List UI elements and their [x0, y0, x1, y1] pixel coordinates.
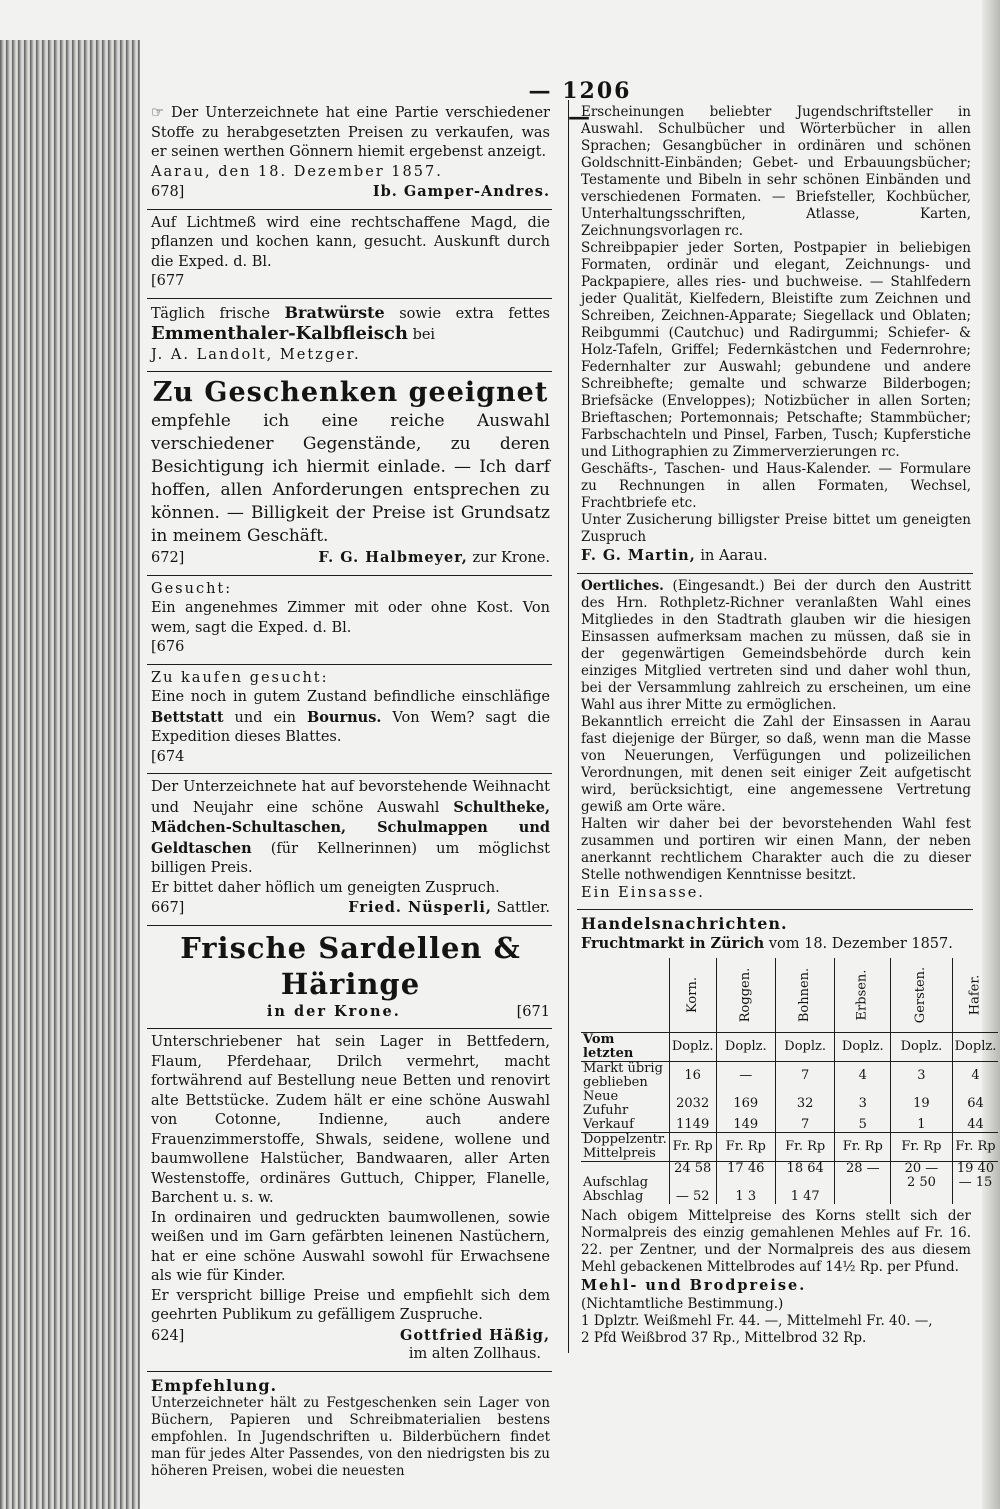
table-row — [581, 1062, 998, 1091]
table-cell: 19 — [891, 1090, 952, 1118]
ad-place-date: Aarau, den 18. Dezember 1857. — [151, 163, 443, 180]
unit-cell: Doplz. — [835, 1033, 891, 1062]
oertliches-section — [577, 574, 973, 911]
section-subhead: Mehl- und Brodpreise. — [581, 1277, 807, 1294]
row-label: Abschlag — [583, 1189, 644, 1204]
ad-676 — [147, 576, 552, 665]
ad-ref-number: 624] — [151, 1327, 185, 1344]
ad-text: Erscheinungen beliebter Jugendschriftsteller in Auswahl. Schulbücher und Wörterbücher in allen Sprachen; Gesangbücher in ordinären und schönen Goldschnitt-Einbänden; Gebet- und Erbauungsbücher; Testamente und Bibeln in sehr schönen Einbänden und verschiedenen Formaten. — Briefsteller, Kochbücher, Unterhaltungsschriften, Atlasse, Karten, Zeichnungsvorlagen rc. — [581, 104, 971, 239]
ad-text: bei — [412, 327, 436, 343]
ad-text: Der Unterzeichnete hat auf bevorstehende Weihnacht und Neujahr eine schöne Auswahl — [151, 779, 550, 816]
table-cell: 2032 — [669, 1090, 716, 1118]
unit-cell: Fr. Rp — [952, 1133, 998, 1162]
book-page-edges — [0, 40, 140, 1509]
ad-signature: Ib. Gamper-Andres. — [372, 183, 550, 200]
ad-text: empfehle ich eine reiche Auswahl verschiedener Gegenstände, zu deren Besichtigung ich hiermit einlade. — Ich darf hoffen, allen Anforderungen entsprechen zu können. — Billigkeit der Preise ist Grundsatz in meinem Geschäft. — [151, 411, 550, 546]
table-cell: 4 — [952, 1062, 998, 1091]
ad-ref-number: [674 — [151, 748, 185, 765]
unit-cell: Fr. Rp — [716, 1133, 775, 1162]
unit-cell: Fr. Rp — [669, 1133, 716, 1162]
ad-text: Von Wem? sagt die Expedition dieses Blattes. — [151, 709, 551, 745]
unit-cell: Fr. Rp — [835, 1133, 891, 1162]
table-cell: 18 64 — [776, 1162, 835, 1177]
table-cell: — 15 — [952, 1176, 998, 1190]
table-cell: 3 — [891, 1062, 952, 1091]
table-cell: 149 — [716, 1118, 775, 1133]
col-header: Gersten. — [891, 958, 952, 1033]
ad-ref-number: 667] — [151, 900, 185, 916]
handels-section — [577, 910, 997, 1353]
ad-text: Er bittet daher höflich um geneigten Zuspruch. — [151, 879, 500, 896]
ad-text: Unterschriebener hat sein Lager in Bettfedern, Flaum, Pferdehaar, Drilch vermehrt, macht fortwährend auf Bestellung neue Betten und renovirt alte Bettstücke. Zudem hält er eine schöne Auswahl von Cotonne, Indienne, auch andere Frauenzimmerstoffe, Shwals, seidene, wollene und baumwollene Halstücher, Bandwaaren, aller Arten Westenstoffe, ordinäres Guttuch, Chipper, Flanelle, Barchent u. s. w. — [151, 1034, 550, 1206]
ad-text: und ein — [234, 709, 297, 726]
table-row — [581, 1162, 998, 1177]
table-row — [581, 1033, 998, 1062]
unit-cell: Fr. Rp — [776, 1133, 835, 1162]
ad-text: sowie extra fettes — [399, 305, 550, 322]
ad-headline: Frische Sardellen & Häringe — [180, 930, 521, 1001]
col-header: Roggen. — [716, 958, 775, 1033]
ad-ref-number: [671 — [516, 1003, 550, 1020]
ad-signature-suffix: im alten Zollhaus. — [408, 1346, 542, 1362]
ad-text: Unterzeichneter hält zu Festgeschenken sein Lager von Büchern, Papieren und Schreibmaterialien bestens empfohlen. In Jugendschriften u. Bilderbüchern findet man für jedes Alter Passendes, von den niedrigsten bis zu höheren Preisen, wobei die neuesten — [151, 1395, 550, 1479]
table-cell: — 52 — [669, 1190, 716, 1204]
ad-text: Er verspricht billige Preise und empfiehlt sich dem geehrten Publikum zu gefälligem Zuspruche. — [151, 1287, 550, 1323]
unit-cell: Doplz. — [891, 1033, 952, 1062]
table-cell: 3 — [835, 1090, 891, 1118]
ad-landolt — [147, 299, 552, 373]
row-label: Doppelzentr. Mittelpreis — [581, 1133, 669, 1162]
table-row — [581, 1176, 998, 1190]
ad-signature: J. A. Landolt, Metzger. — [151, 346, 361, 363]
ad-ref-number: [677 — [151, 273, 185, 289]
table-cell: 2 50 — [891, 1176, 952, 1190]
unit-cell: Doplz. — [716, 1033, 775, 1062]
table-cell: 169 — [716, 1090, 775, 1118]
ad-text: Täglich frische — [151, 305, 270, 322]
col-header: Erbsen. — [835, 958, 891, 1033]
ad-text: Ein angenehmes Zimmer mit oder ohne Kost. Von wem, sagt die Exped. d. Bl. — [151, 600, 550, 636]
section-text: Halten wir daher bei der bevorstehenden Wahl fest zusammen und portiren wir einen Mann, der neben anerkannt rechtlichem Charakter auch die zu dieser Stelle nothwendigen Kenntnisse besitzt. — [581, 815, 971, 883]
table-cell — [952, 1190, 998, 1204]
ad-text: ☞ Der Unterzeichnete hat eine Partie verschiedener Stoffe zu herabgesetzten Preisen zu verkaufen, was er seinen werthen Gönnern hiemit ergebenst anzeigt. — [151, 105, 550, 160]
table-cell: 32 — [776, 1090, 835, 1118]
ad-signature: F. G. Martin, — [581, 547, 696, 564]
row-label: Verkauf — [583, 1117, 634, 1132]
table-cell — [716, 1176, 775, 1190]
section-text: Bekanntlich erreicht die Zahl der Einsassen in Aarau fast diejenige der Bürger, so daß, wenn man die Masse von Neuerungen, Verfügungen und polizeilichen Verordnungen, mit denen seit einiger Zeit aufgetischt wird, berücksichtigt, eine angemessene Vertretung gewiß am Orte wäre. — [581, 713, 971, 815]
table-row — [581, 1133, 998, 1162]
table-cell: 7 — [776, 1118, 835, 1133]
section-text: 2 Pfd Weißbrod 37 Rp., Mittelbrod 32 Rp. — [581, 1329, 867, 1346]
row-label — [581, 1162, 669, 1177]
ad-martin — [577, 100, 973, 574]
ad-signature-suffix: Sattler. — [496, 900, 550, 916]
section-text: Nach obigem Mittelpreise des Korns stellt sich der Normalpreis des einzig gemahlenen Mehles auf Fr. 16. 22. per Zentner, und der Normalpreis des aus diesem Mehl gebackenen Mittelbrodes auf 14½ Rp. per Pfund. — [581, 1208, 971, 1275]
table-cell: 28 — — [835, 1162, 891, 1177]
ad-headline: Zu Geschenken geeignet — [152, 377, 549, 408]
table-cell: 20 — — [891, 1162, 952, 1177]
row-label: Aufschlag — [583, 1175, 649, 1190]
ad-highlight: Schultheke, Mädchen-Schultaschen, Schulmappen und Geldtaschen — [151, 798, 550, 857]
ad-text: Schreibpapier jeder Sorten, Postpapier in beliebigen Formaten, ordinär und elegant, Zeichnungs- und Packpapiere, alles ries- und buchweise. — Stahlfedern jeder Qualität, Kielfedern, Bleistifte zum Zeichnen und Schreiben, Zeichnen-Apparate; Siegellack und Oblaten; Reibgummi (Cautchuc) und Radirgummi; Schiefer- & Holz-Tafeln, Griffel; Federnkästchen und Federnrohre; Federnhalter zur Auswahl; gebundene und andere Schreibhefte; gemalte und schwarze Bilderbogen; Briefsäcke (Enveloppes); Notizbücher in allen Sorten; Brieftaschen; Portemonnais; Petschafte; Stammbücher; Farbschachteln und Pinsel, Farben, Tusch; Kupferstiche und Lithographien zu Zimmerverzierungen rc. — [581, 240, 971, 460]
table-row — [581, 1190, 998, 1204]
left-column — [147, 100, 552, 1486]
ad-highlight: Bratwürste — [284, 302, 385, 322]
ad-empfehlung — [147, 1372, 552, 1487]
table-cell: — — [716, 1062, 775, 1091]
ad-ref-number: 672] — [151, 550, 185, 566]
table-cell: 4 — [835, 1062, 891, 1091]
ad-ref-number: 678] — [151, 184, 185, 200]
row-label: Vom letzten — [581, 1033, 669, 1062]
table-corner — [581, 958, 669, 1033]
table-cell: 1 3 — [716, 1190, 775, 1204]
ad-signature-suffix: in Aarau. — [700, 548, 768, 564]
table-cell — [835, 1190, 891, 1204]
ad-674 — [147, 665, 552, 775]
unit-cell: Doplz. — [952, 1033, 998, 1062]
table-cell: 1149 — [669, 1118, 716, 1133]
table-cell: 44 — [952, 1118, 998, 1133]
col-header: Hafer. — [952, 958, 998, 1033]
ad-headline: Empfehlung. — [151, 1375, 278, 1395]
ad-signature: F. G. Halbmeyer, — [318, 549, 468, 566]
ad-text: Geschäfts-, Taschen- und Haus-Kalender. — Formulare zu Rechnungen in allen Formaten, Wechsel, Frachtbriefe etc. — [581, 461, 971, 511]
section-subhead-note: (Nichtamtliche Bestimmung.) — [581, 1295, 784, 1312]
ad-signature: Fried. Nüsperli, — [348, 899, 492, 916]
ad-subline: in der Krone. — [266, 1002, 401, 1020]
table-cell: 1 47 — [776, 1190, 835, 1204]
table-cell: 17 46 — [716, 1162, 775, 1177]
ad-ref-number: [676 — [151, 639, 185, 655]
table-row — [581, 1090, 998, 1118]
section-subhead: Fruchtmarkt in Zürich — [581, 934, 765, 952]
ad-highlight: Bournus. — [307, 708, 382, 726]
ad-677 — [147, 210, 552, 299]
ad-672 — [147, 372, 552, 576]
table-cell: 19 40 — [952, 1162, 998, 1177]
ad-highlight: Emmenthaler-Kalbfleisch — [151, 323, 408, 344]
page-shadow — [982, 0, 1000, 1509]
ad-text: Eine noch in gutem Zustand befindliche einschläfige — [151, 689, 550, 705]
ad-headline: Gesucht: — [151, 580, 233, 597]
unit-cell: Doplz. — [669, 1033, 716, 1062]
ad-text: Unter Zusicherung billigster Preise bittet um geneigten Zuspruch — [581, 512, 971, 545]
unit-cell: Fr. Rp — [891, 1133, 952, 1162]
unit-cell: Doplz. — [776, 1033, 835, 1062]
ad-text: In ordinairen und gedruckten baumwollenen, sowie weißen und im Garn gefärbten leinenen Nastüchern, hat er eine schöne Auswahl sowohl für Erwachsene als wie für Kinder. — [151, 1209, 550, 1284]
ad-624 — [147, 1029, 552, 1372]
section-subhead-date: vom 18. Dezember 1857. — [768, 935, 953, 952]
right-column — [568, 100, 997, 1353]
table-row — [581, 1118, 998, 1133]
section-text: 1 Dplztr. Weißmehl Fr. 44. —, Mittelmehl Fr. 40. —, — [581, 1312, 933, 1329]
ad-667 — [147, 774, 552, 926]
table-cell — [835, 1176, 891, 1190]
table-cell: 16 — [669, 1062, 716, 1091]
table-cell: 7 — [776, 1062, 835, 1091]
col-header: Korn. — [669, 958, 716, 1033]
ad-signature: Gottfried Häßig, — [399, 1326, 550, 1344]
table-cell: 5 — [835, 1118, 891, 1133]
table-cell — [891, 1190, 952, 1204]
ad-678 — [147, 100, 552, 210]
table-cell — [669, 1176, 716, 1190]
row-label: Markt übrig geblieben — [583, 1061, 663, 1090]
section-text: (Eingesandt.) Bei der durch den Austritt des Hrn. Rothpletz-Richner veranlaßten Wahl eines Mitgliedes in den Stadtrath glauben wir die hiesigen Einsassen aufmerksam machen zu müssen, daß sie in der gegenwärtigen Gemeindsbehörde durch kein einziges Mitglied vertreten sind und daher wohl thun, bei der Versammlung zahlreich zu erscheinen, um eine Wahl aus ihrer Mitte zu ermöglichen. — [581, 577, 971, 713]
ad-highlight: Bettstatt — [151, 708, 224, 726]
section-headline: Oertliches. — [581, 577, 664, 594]
table-cell: 24 58 — [669, 1162, 716, 1177]
section-headline: Handelsnachrichten. — [581, 914, 788, 933]
ad-671 — [147, 926, 552, 1030]
page-number: — 1206 — — [528, 78, 632, 130]
ad-headline: Zu kaufen gesucht: — [151, 669, 329, 686]
table-cell: 1 — [891, 1118, 952, 1133]
grain-market-table — [581, 958, 998, 1204]
ad-text: (für Kellnerinnen) um möglichst billigen Preis. — [151, 840, 551, 876]
section-signature: Ein Einsasse. — [581, 884, 705, 901]
ad-text: Auf Lichtmeß wird eine rechtschaffene Magd, die pflanzen und kochen kann, gesucht. Auskunft durch die Exped. d. Bl. — [151, 214, 550, 270]
table-cell: 64 — [952, 1090, 998, 1118]
table-cell — [776, 1176, 835, 1190]
row-label: Neue Zufuhr — [583, 1089, 629, 1118]
ad-signature-suffix: zur Krone. — [472, 550, 550, 566]
col-header: Bohnen. — [776, 958, 835, 1033]
